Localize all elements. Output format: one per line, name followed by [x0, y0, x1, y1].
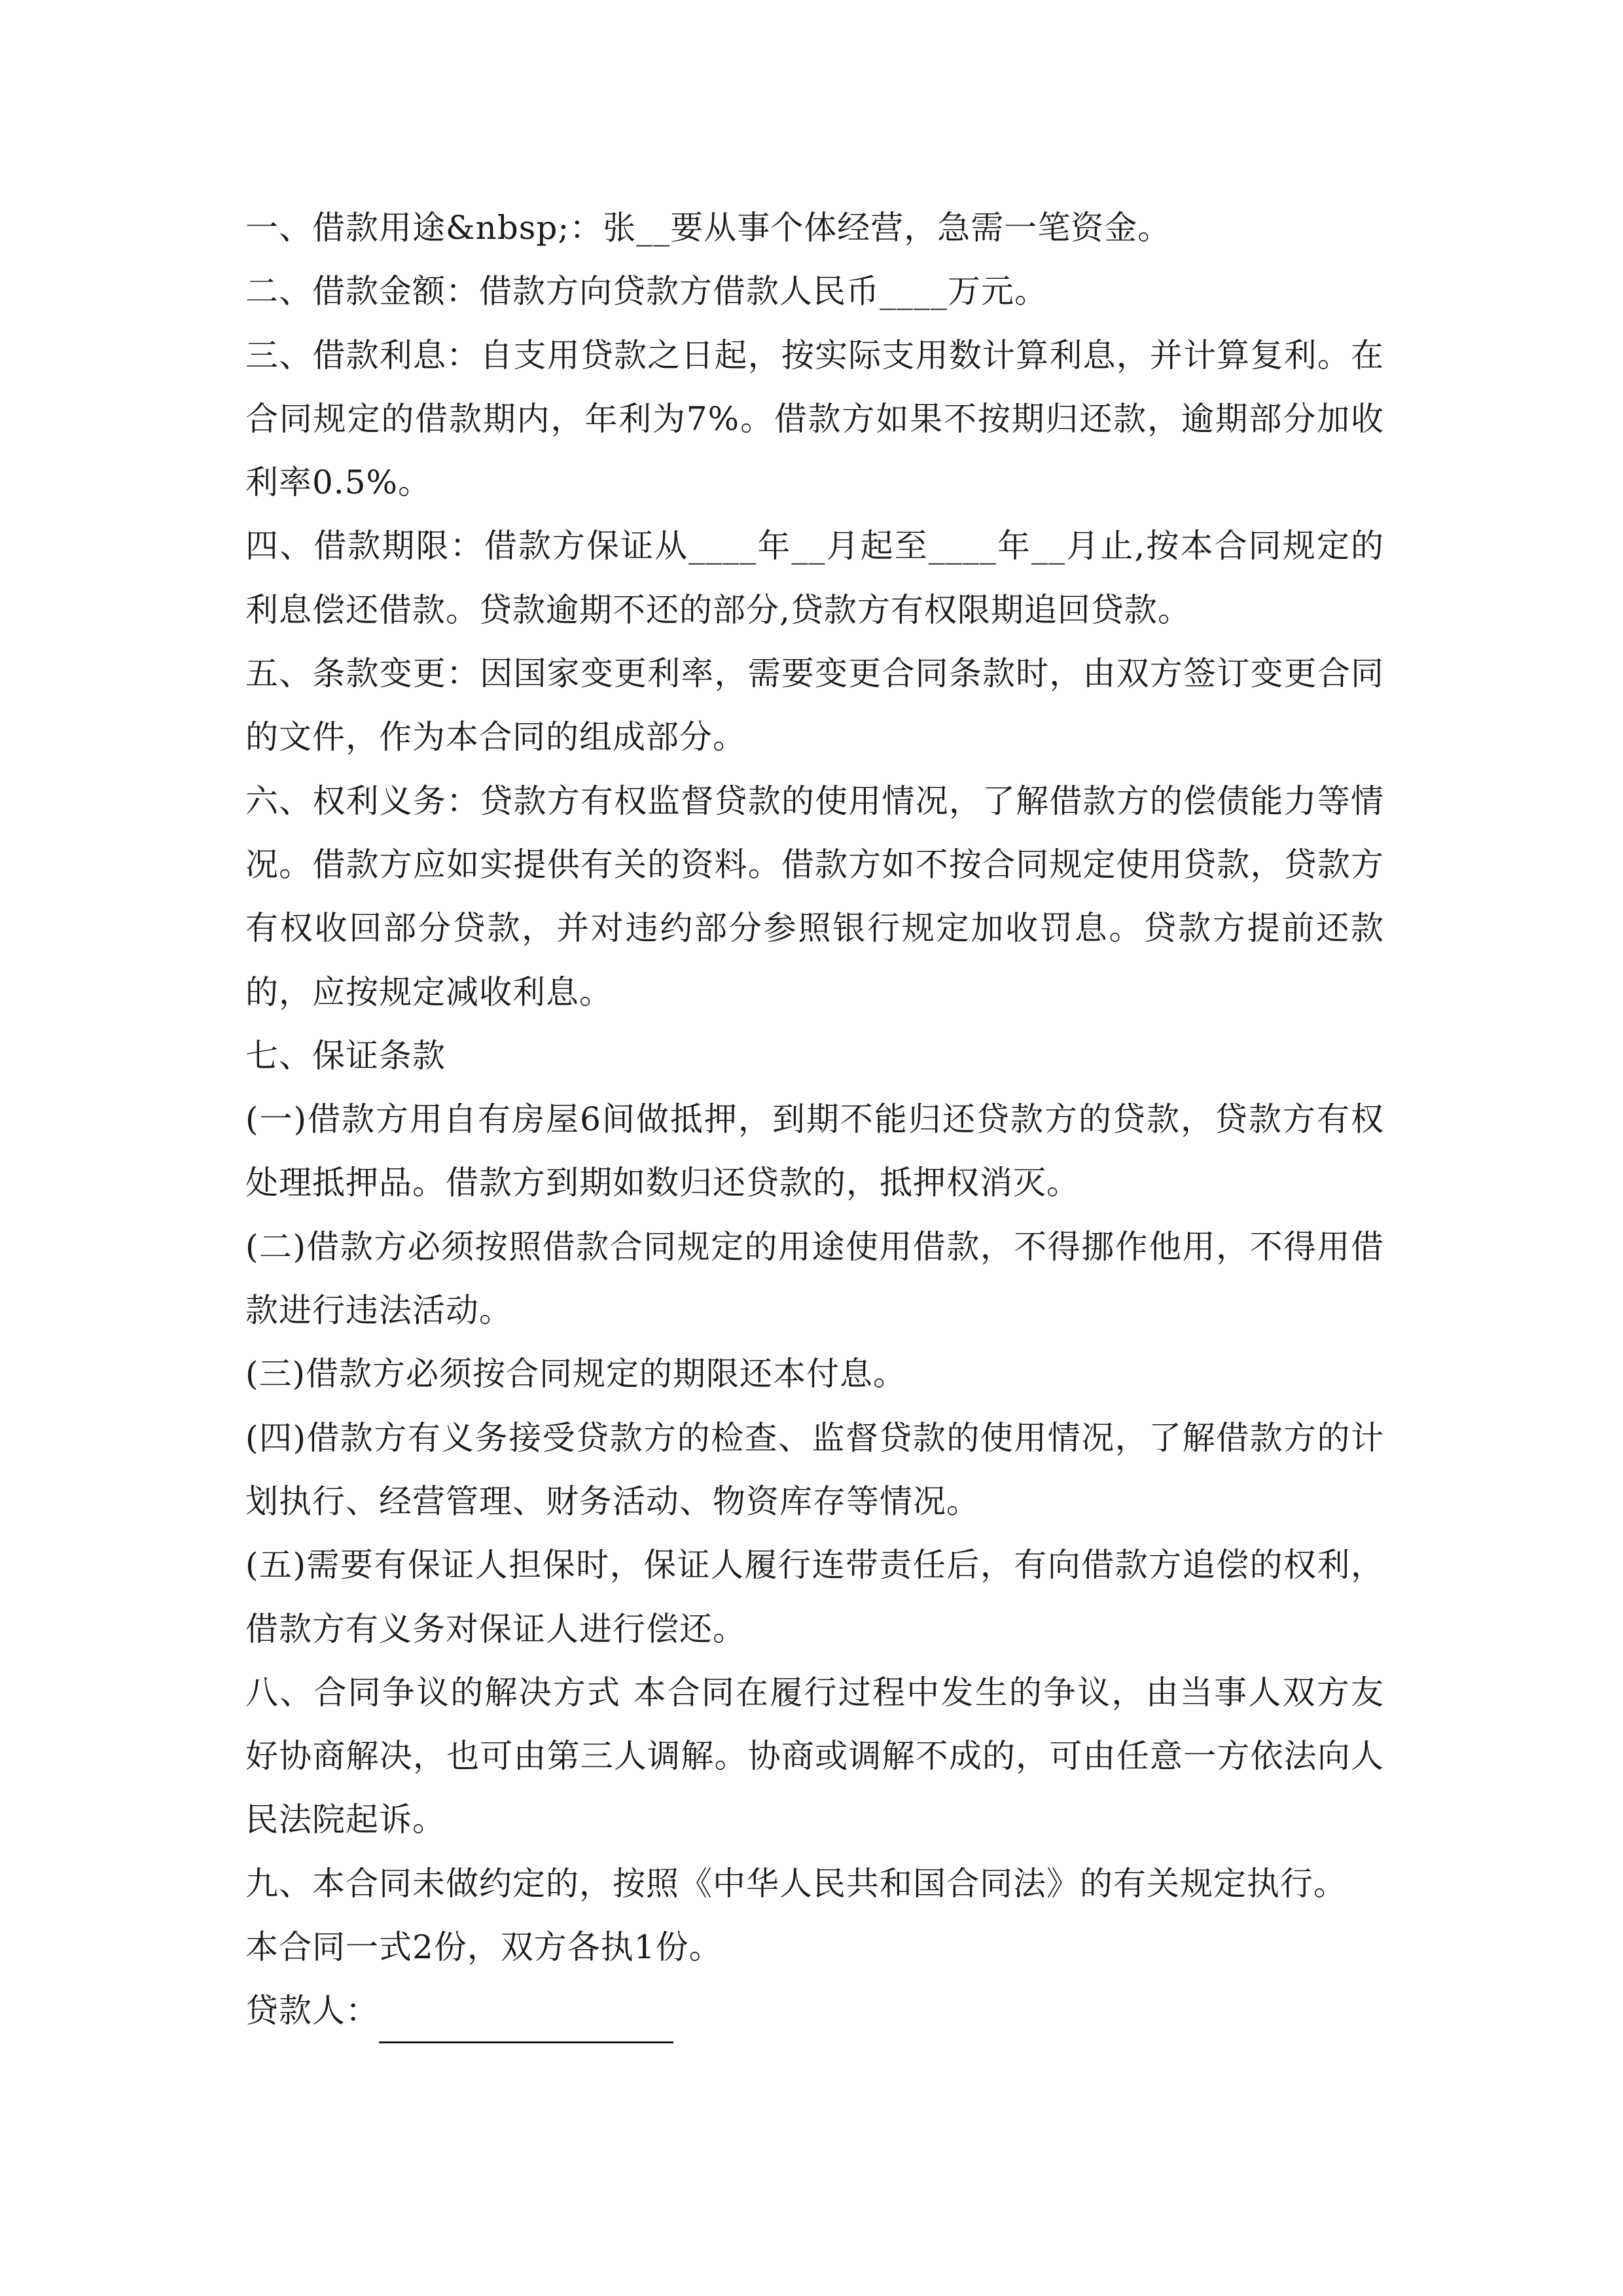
clause-contract-law: 九、本合同未做约定的，按照《中华人民共和国合同法》的有关规定执行。: [245, 1864, 1347, 1903]
clause-loan-amount: 二、借款金额：借款方向贷款方借款人民币____万元。: [245, 272, 1048, 311]
clause-guarantee-heading: 七、保证条款: [245, 1036, 446, 1075]
clause-loan-interest: 三、借款利息：自支用贷款之日起，按实际支用数计算利息，并计算复利。在合同规定的借款期内，年利为7%。借款方如果不按期归还款，逾期部分加收利率0.5%。: [245, 336, 1384, 502]
clause-dispute-resolution: 八、合同争议的解决方式 本合同在履行过程中发生的争议，由当事人双方友好协商解决，也可由第三人调解。协商或调解不成的，可由任意一方依法向人民法院起诉。: [245, 1673, 1384, 1839]
contract-page: [245, 196, 1384, 2043]
clause-terms-change: 五、条款变更：因国家变更利率，需要变更合同条款时，由双方签订变更合同的文件，作为本合同的组成部分。: [245, 655, 1384, 757]
guarantee-item-3: (三)借款方必须按合同规定的期限还本付息。: [245, 1355, 907, 1393]
lender-signature-line: [245, 1979, 1384, 2043]
lender-signature-blank: [379, 2002, 673, 2043]
lender-label: 贷款人：: [245, 1992, 379, 2030]
clause-copies: 本合同一式2份，双方各执1份。: [245, 1928, 722, 1967]
clause-loan-term: 四、借款期限：借款方保证从____年__月起至____年__月止,按本合同规定的利息偿还借款。贷款逾期不还的部分,贷款方有权限期追回贷款。: [245, 527, 1384, 629]
guarantee-item-5: (五)需要有保证人担保时，保证人履行连带责任后，有向借款方追偿的权利，借款方有义务对保证人进行偿还。: [245, 1546, 1384, 1648]
guarantee-item-1: (一)借款方用自有房屋6间做抵押，到期不能归还贷款方的贷款，贷款方有权处理抵押品。借款方到期如数归还贷款的，抵押权消灭。: [245, 1100, 1384, 1202]
guarantee-item-4: (四)借款方有义务接受贷款方的检查、监督贷款的使用情况，了解借款方的计划执行、经营管理、财务活动、物资库存等情况。: [245, 1418, 1384, 1520]
clause-loan-purpose: 一、借款用途&nbsp;：张__要从事个体经营，急需一笔资金。: [245, 209, 1171, 247]
clause-rights-obligations: 六、权利义务：贷款方有权监督贷款的使用情况，了解借款方的偿债能力等情况。借款方应如实提供有关的资料。借款方如不按合同规定使用贷款，贷款方有权收回部分贷款，并对违约部分参照银行规定加收罚息。贷款方提前还款的，应按规定减收利息。: [245, 781, 1384, 1011]
guarantee-item-2: (二)借款方必须按照借款合同规定的用途使用借款，不得挪作他用，不得用借款进行违法活动。: [245, 1227, 1384, 1330]
